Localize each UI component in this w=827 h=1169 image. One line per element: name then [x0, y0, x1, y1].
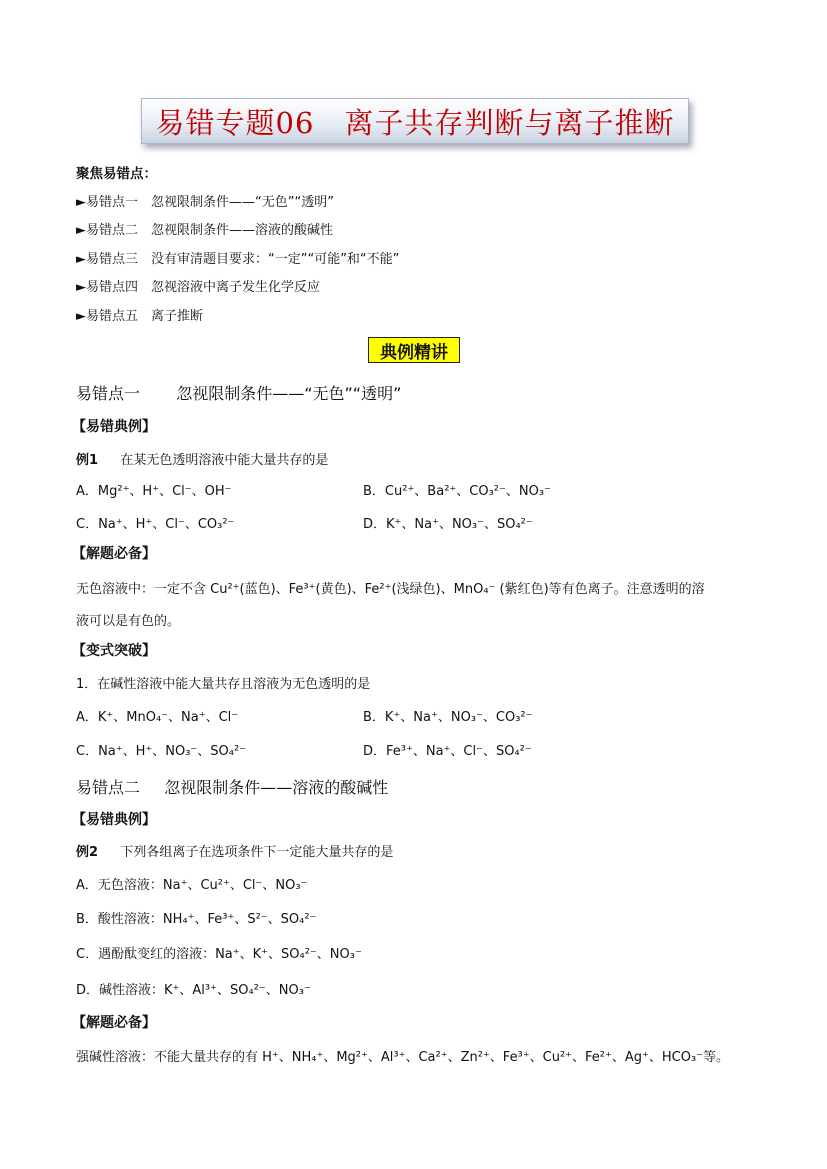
example1-option-a: A．Mg²⁺、H⁺、Cl⁻、OH⁻ [76, 484, 232, 499]
example2-option-a: A．无色溶液：Na⁺、Cu²⁺、Cl⁻、NO₃⁻ [76, 878, 308, 893]
focus-heading: 聚焦易错点： [76, 166, 157, 182]
section1-heading [76, 381, 401, 404]
example2-option-d: D．碱性溶液：K⁺、Al³⁺、SO₄²⁻、NO₃⁻ [76, 983, 311, 998]
example1-option-c: C．Na⁺、H⁺、Cl⁻、CO₃²⁻ [76, 517, 235, 532]
example1 [76, 449, 328, 468]
example2-option-c: C．遇酚酞变红的溶液：Na⁺、K⁺、SO₄²⁻、NO₃⁻ [76, 947, 362, 962]
variant1-option-c: C．Na⁺、H⁺、NO₃⁻、SO₄²⁻ [76, 744, 247, 759]
variant1-option-a: A．K⁺、MnO₄⁻、Na⁺、Cl⁻ [76, 710, 239, 725]
example2 [76, 841, 393, 860]
section2-heading-num: 易错点二 [76, 778, 141, 797]
focus-item-4: ►易错点四 忽视溶液中离子发生化学反应 [76, 280, 320, 295]
example2-question: 下列各组离子在选项条件下一定能大量共存的是 [120, 845, 394, 860]
section2-heading [76, 775, 388, 798]
example2-option-b: B．酸性溶液：NH₄⁺、Fe³⁺、S²⁻、SO₄²⁻ [76, 912, 317, 927]
section1-tag-example: 【易错典例】 [72, 419, 156, 435]
example1-option-b: B．Cu²⁺、Ba²⁺、CO₃²⁻、NO₃⁻ [363, 484, 551, 499]
section1-tag-solution: 【解题必备】 [72, 546, 156, 562]
focus-item-5: ►易错点五 离子推断 [76, 309, 203, 324]
section1-heading-num: 易错点一 [76, 384, 141, 403]
example1-option-d: D．K⁺、Na⁺、NO₃⁻、SO₄²⁻ [363, 517, 533, 532]
section2-tag-example: 【易错典例】 [72, 812, 156, 828]
section2-tag-solution: 【解题必备】 [72, 1015, 156, 1031]
example1-label: 例1 [76, 453, 99, 468]
example2-label: 例2 [76, 845, 99, 860]
section1-tag-variant: 【变式突破】 [72, 643, 156, 659]
section2-solution-line1: 强碱性溶液：不能大量共存的有 H⁺、NH₄⁺、Mg²⁺、Al³⁺、Ca²⁺、Zn²⁺、Fe³⁺、Cu²⁺、Fe²⁺、Ag⁺、HCO₃⁻等。 [76, 1050, 730, 1065]
focus-item-2: ►易错点二 忽视限制条件——溶液的酸碱性 [76, 223, 333, 238]
example-badge: 典例精讲 [368, 337, 460, 363]
section1-solution-line1: 无色溶液中：一定不含 Cu²⁺(蓝色)、Fe³⁺(黄色)、Fe²⁺(浅绿色)、MnO₄⁻ (紫红色)等有色离子。注意透明的溶 [76, 582, 705, 597]
section1-heading-text: 忽视限制条件——“无色”“透明” [176, 384, 402, 403]
variant1-option-b: B．K⁺、Na⁺、NO₃⁻、CO₃²⁻ [363, 710, 533, 725]
focus-item-3: ►易错点三 没有审清题目要求：“一定”“可能”和“不能” [76, 252, 400, 267]
section2-heading-text: 忽视限制条件——溶液的酸碱性 [164, 778, 389, 797]
title-banner [141, 98, 689, 144]
section1-solution-line2: 液可以是有色的。 [76, 614, 181, 629]
example1-question: 在某无色透明溶液中能大量共存的是 [120, 453, 329, 468]
focus-item-1: ►易错点一 忽视限制条件——“无色”“透明” [76, 195, 334, 210]
variant1-option-d: D．Fe³⁺、Na⁺、Cl⁻、SO₄²⁻ [363, 744, 532, 759]
variant1-question: 1．在碱性溶液中能大量共存且溶液为无色透明的是 [76, 677, 371, 692]
page-title: 易错专题06 离子共存判断与离子推断 [155, 105, 675, 140]
